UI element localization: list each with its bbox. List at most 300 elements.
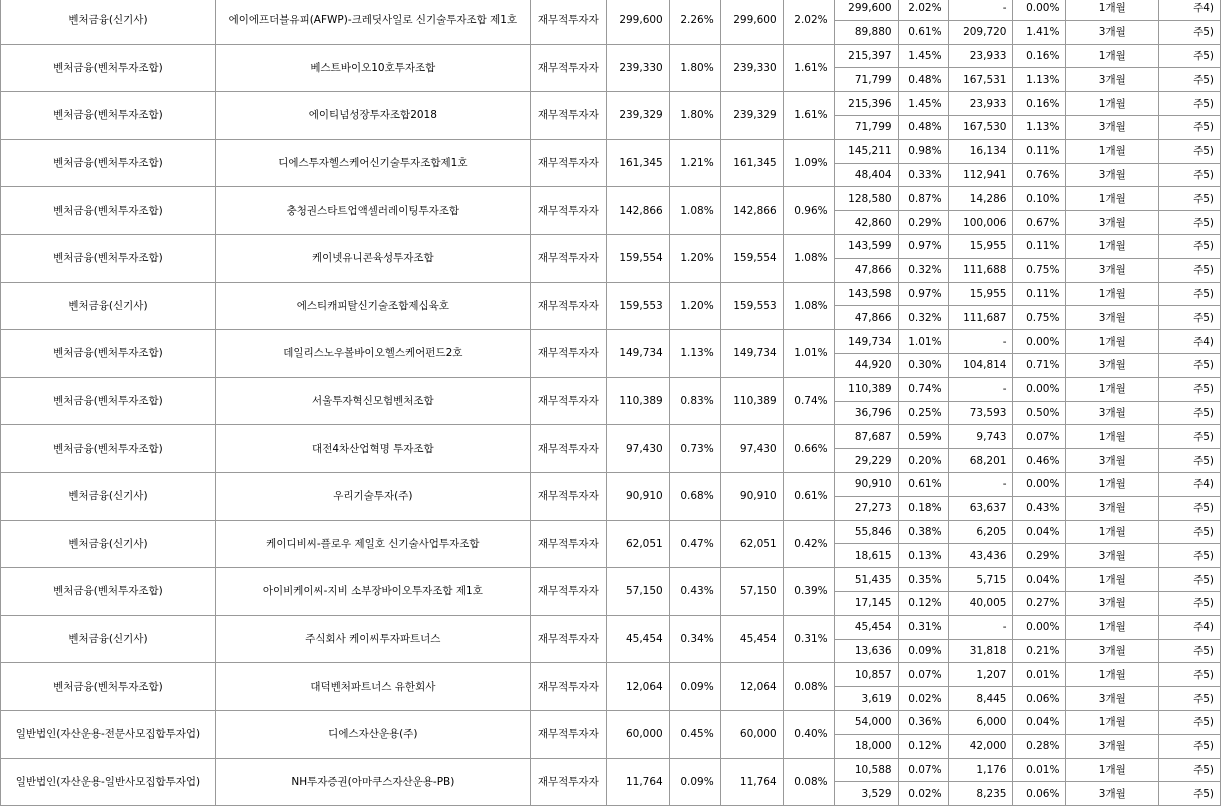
- shares-before-cell: 57,150: [606, 568, 669, 616]
- ratio-after-cell: 0.31%: [783, 615, 834, 663]
- extra-shares-cell: 167,531: [948, 68, 1013, 92]
- lockup-period-cell: 3개월: [1066, 639, 1159, 663]
- lockup-shares-cell: 71,799: [834, 115, 898, 139]
- investor-type-cell: 일반법인(자산운용-전문사모집합투자업): [1, 710, 216, 758]
- lockup-period-cell: 3개월: [1066, 68, 1159, 92]
- lockup-shares-cell: 143,599: [834, 234, 898, 258]
- lockup-shares-cell: 215,396: [834, 92, 898, 116]
- extra-ratio-cell: 0.67%: [1013, 211, 1066, 235]
- lockup-ratio-cell: 0.02%: [898, 687, 948, 711]
- shares-before-cell: 239,330: [606, 44, 669, 92]
- extra-ratio-cell: 0.04%: [1013, 520, 1066, 544]
- investor-type-cell: 벤처금융(벤처투자조합): [1, 92, 216, 140]
- shares-before-cell: 90,910: [606, 472, 669, 520]
- table-row: [1, 425, 1221, 449]
- lockup-shares-cell: 143,598: [834, 282, 898, 306]
- note-cell: 주5): [1159, 234, 1221, 258]
- table-row: [1, 0, 1221, 20]
- lockup-period-cell: 3개월: [1066, 211, 1159, 235]
- shares-after-cell: 159,554: [720, 234, 783, 282]
- investor-type-cell: 벤처금융(신기사): [1, 472, 216, 520]
- lockup-ratio-cell: 0.12%: [898, 591, 948, 615]
- ratio-after-cell: 1.61%: [783, 44, 834, 92]
- ratio-after-cell: 0.96%: [783, 187, 834, 235]
- ratio-after-cell: 0.08%: [783, 663, 834, 711]
- lockup-period-cell: 1개월: [1066, 615, 1159, 639]
- ratio-after-cell: 0.74%: [783, 377, 834, 425]
- investor-category-cell: 재무적투자자: [530, 472, 606, 520]
- ratio-after-cell: 0.66%: [783, 425, 834, 473]
- investor-category-cell: 재무적투자자: [530, 282, 606, 330]
- note-cell: 주5): [1159, 425, 1221, 449]
- investor-type-cell: 벤처금융(신기사): [1, 615, 216, 663]
- note-cell: 주4): [1159, 330, 1221, 354]
- investor-name-cell: 주식회사 케이씨투자파트너스: [215, 615, 530, 663]
- lockup-period-cell: 1개월: [1066, 0, 1159, 20]
- extra-ratio-cell: 0.50%: [1013, 401, 1066, 425]
- extra-shares-cell: 209,720: [948, 20, 1013, 44]
- extra-ratio-cell: 0.29%: [1013, 544, 1066, 568]
- shares-after-cell: 161,345: [720, 139, 783, 187]
- lockup-period-cell: 3개월: [1066, 306, 1159, 330]
- note-cell: 주5): [1159, 591, 1221, 615]
- table-row: [1, 758, 1221, 782]
- shares-before-cell: 299,600: [606, 0, 669, 44]
- table-row: [1, 615, 1221, 639]
- extra-ratio-cell: 0.71%: [1013, 353, 1066, 377]
- shares-before-cell: 110,389: [606, 377, 669, 425]
- extra-shares-cell: 100,006: [948, 211, 1013, 235]
- investor-type-cell: 벤처금융(벤처투자조합): [1, 663, 216, 711]
- investor-category-cell: 재무적투자자: [530, 520, 606, 568]
- lockup-shares-cell: 71,799: [834, 68, 898, 92]
- investor-type-cell: 벤처금융(벤처투자조합): [1, 425, 216, 473]
- extra-shares-cell: 73,593: [948, 401, 1013, 425]
- extra-shares-cell: 111,687: [948, 306, 1013, 330]
- lockup-shares-cell: 42,860: [834, 211, 898, 235]
- lockup-shares-cell: 36,796: [834, 401, 898, 425]
- shares-before-cell: 62,051: [606, 520, 669, 568]
- investor-type-cell: 벤처금융(신기사): [1, 520, 216, 568]
- investor-name-cell: 대덕벤처파트너스 유한회사: [215, 663, 530, 711]
- investor-name-cell: 데일리스노우볼바이오헬스케어펀드2호: [215, 330, 530, 378]
- extra-shares-cell: 63,637: [948, 496, 1013, 520]
- note-cell: 주5): [1159, 211, 1221, 235]
- investor-category-cell: 재무적투자자: [530, 0, 606, 44]
- investor-type-cell: 벤처금융(벤처투자조합): [1, 330, 216, 378]
- note-cell: 주5): [1159, 163, 1221, 187]
- lockup-ratio-cell: 0.59%: [898, 425, 948, 449]
- lockup-period-cell: 3개월: [1066, 734, 1159, 758]
- ratio-after-cell: 0.42%: [783, 520, 834, 568]
- table-row: [1, 139, 1221, 163]
- lockup-period-cell: 1개월: [1066, 568, 1159, 592]
- lockup-shares-cell: 44,920: [834, 353, 898, 377]
- extra-shares-cell: 16,134: [948, 139, 1013, 163]
- investor-type-cell: 벤처금융(신기사): [1, 0, 216, 44]
- lockup-shares-cell: 87,687: [834, 425, 898, 449]
- investor-category-cell: 재무적투자자: [530, 330, 606, 378]
- lockup-shares-cell: 128,580: [834, 187, 898, 211]
- ratio-before-cell: 1.20%: [669, 282, 720, 330]
- lockup-ratio-cell: 0.18%: [898, 496, 948, 520]
- lockup-ratio-cell: 0.48%: [898, 68, 948, 92]
- lockup-period-cell: 3개월: [1066, 544, 1159, 568]
- shares-after-cell: 62,051: [720, 520, 783, 568]
- lockup-ratio-cell: 1.45%: [898, 92, 948, 116]
- extra-ratio-cell: 0.11%: [1013, 282, 1066, 306]
- extra-ratio-cell: 0.16%: [1013, 92, 1066, 116]
- investor-name-cell: 우리기술투자(주): [215, 472, 530, 520]
- lockup-ratio-cell: 0.32%: [898, 306, 948, 330]
- shares-after-cell: 110,389: [720, 377, 783, 425]
- extra-shares-cell: 68,201: [948, 449, 1013, 473]
- investor-category-cell: 재무적투자자: [530, 234, 606, 282]
- extra-shares-cell: 15,955: [948, 282, 1013, 306]
- ratio-before-cell: 1.20%: [669, 234, 720, 282]
- lockup-ratio-cell: 0.74%: [898, 377, 948, 401]
- note-cell: 주4): [1159, 0, 1221, 20]
- extra-ratio-cell: 0.04%: [1013, 710, 1066, 734]
- shares-after-cell: 45,454: [720, 615, 783, 663]
- note-cell: 주5): [1159, 306, 1221, 330]
- shares-before-cell: 60,000: [606, 710, 669, 758]
- extra-ratio-cell: 0.21%: [1013, 639, 1066, 663]
- lockup-ratio-cell: 0.02%: [898, 782, 948, 806]
- shares-after-cell: 97,430: [720, 425, 783, 473]
- note-cell: 주5): [1159, 92, 1221, 116]
- investor-category-cell: 재무적투자자: [530, 663, 606, 711]
- shares-before-cell: 239,329: [606, 92, 669, 140]
- ratio-before-cell: 1.80%: [669, 44, 720, 92]
- ratio-after-cell: 1.09%: [783, 139, 834, 187]
- extra-shares-cell: 9,743: [948, 425, 1013, 449]
- extra-ratio-cell: 0.76%: [1013, 163, 1066, 187]
- lockup-ratio-cell: 1.45%: [898, 44, 948, 68]
- lockup-shares-cell: 149,734: [834, 330, 898, 354]
- extra-shares-cell: -: [948, 0, 1013, 20]
- lockup-period-cell: 1개월: [1066, 282, 1159, 306]
- table-row: [1, 568, 1221, 592]
- note-cell: 주5): [1159, 68, 1221, 92]
- lockup-ratio-cell: 0.97%: [898, 234, 948, 258]
- shares-after-cell: 159,553: [720, 282, 783, 330]
- ratio-before-cell: 0.34%: [669, 615, 720, 663]
- lockup-ratio-cell: 0.30%: [898, 353, 948, 377]
- lockup-ratio-cell: 0.20%: [898, 449, 948, 473]
- lockup-ratio-cell: 0.12%: [898, 734, 948, 758]
- lockup-ratio-cell: 0.07%: [898, 758, 948, 782]
- lockup-ratio-cell: 0.33%: [898, 163, 948, 187]
- lockup-ratio-cell: 0.31%: [898, 615, 948, 639]
- table-row: [1, 472, 1221, 496]
- shares-after-cell: 142,866: [720, 187, 783, 235]
- ratio-after-cell: 1.01%: [783, 330, 834, 378]
- investor-category-cell: 재무적투자자: [530, 615, 606, 663]
- note-cell: 주5): [1159, 20, 1221, 44]
- lockup-ratio-cell: 0.97%: [898, 282, 948, 306]
- extra-ratio-cell: 0.16%: [1013, 44, 1066, 68]
- lockup-ratio-cell: 0.87%: [898, 187, 948, 211]
- lockup-period-cell: 1개월: [1066, 758, 1159, 782]
- investor-name-cell: 에이티넘성장투자조합2018: [215, 92, 530, 140]
- ratio-after-cell: 0.61%: [783, 472, 834, 520]
- extra-shares-cell: 111,688: [948, 258, 1013, 282]
- note-cell: 주4): [1159, 472, 1221, 496]
- shares-before-cell: 11,764: [606, 758, 669, 806]
- extra-ratio-cell: 0.75%: [1013, 258, 1066, 282]
- extra-ratio-cell: 0.06%: [1013, 782, 1066, 806]
- lockup-shares-cell: 110,389: [834, 377, 898, 401]
- lockup-period-cell: 3개월: [1066, 449, 1159, 473]
- investor-name-cell: 케이디비씨-플로우 제일호 신기술사업투자조합: [215, 520, 530, 568]
- investor-category-cell: 재무적투자자: [530, 710, 606, 758]
- lockup-ratio-cell: 0.09%: [898, 639, 948, 663]
- investor-name-cell: 디에스자산운용(주): [215, 710, 530, 758]
- lockup-period-cell: 3개월: [1066, 496, 1159, 520]
- lockup-shares-cell: 3,619: [834, 687, 898, 711]
- extra-shares-cell: 5,715: [948, 568, 1013, 592]
- note-cell: 주5): [1159, 401, 1221, 425]
- extra-shares-cell: 42,000: [948, 734, 1013, 758]
- lockup-period-cell: 3개월: [1066, 163, 1159, 187]
- table-body: [1, 0, 1221, 806]
- table-row: [1, 282, 1221, 306]
- lockup-shares-cell: 90,910: [834, 472, 898, 496]
- note-cell: 주5): [1159, 187, 1221, 211]
- lockup-shares-cell: 27,273: [834, 496, 898, 520]
- note-cell: 주5): [1159, 663, 1221, 687]
- extra-shares-cell: 8,445: [948, 687, 1013, 711]
- extra-shares-cell: 1,207: [948, 663, 1013, 687]
- note-cell: 주5): [1159, 377, 1221, 401]
- lockup-ratio-cell: 0.07%: [898, 663, 948, 687]
- lockup-ratio-cell: 0.61%: [898, 20, 948, 44]
- investor-type-cell: 벤처금융(신기사): [1, 282, 216, 330]
- note-cell: 주5): [1159, 258, 1221, 282]
- shares-before-cell: 149,734: [606, 330, 669, 378]
- investor-category-cell: 재무적투자자: [530, 44, 606, 92]
- lockup-ratio-cell: 0.32%: [898, 258, 948, 282]
- investor-name-cell: 대전4차산업혁명 투자조합: [215, 425, 530, 473]
- lockup-shares-cell: 17,145: [834, 591, 898, 615]
- extra-shares-cell: 112,941: [948, 163, 1013, 187]
- note-cell: 주5): [1159, 496, 1221, 520]
- ratio-before-cell: 0.09%: [669, 758, 720, 806]
- investor-category-cell: 재무적투자자: [530, 425, 606, 473]
- extra-ratio-cell: 1.13%: [1013, 68, 1066, 92]
- shares-after-cell: 239,330: [720, 44, 783, 92]
- extra-shares-cell: 23,933: [948, 44, 1013, 68]
- lockup-period-cell: 1개월: [1066, 520, 1159, 544]
- lockup-shares-cell: 299,600: [834, 0, 898, 20]
- ratio-before-cell: 0.45%: [669, 710, 720, 758]
- table-row: [1, 520, 1221, 544]
- lockup-shares-cell: 48,404: [834, 163, 898, 187]
- lockup-period-cell: 3개월: [1066, 258, 1159, 282]
- extra-shares-cell: 23,933: [948, 92, 1013, 116]
- ratio-before-cell: 1.08%: [669, 187, 720, 235]
- investor-type-cell: 벤처금융(벤처투자조합): [1, 377, 216, 425]
- investor-type-cell: 벤처금융(벤처투자조합): [1, 44, 216, 92]
- note-cell: 주5): [1159, 758, 1221, 782]
- ratio-before-cell: 1.13%: [669, 330, 720, 378]
- table-row: [1, 377, 1221, 401]
- shares-after-cell: 12,064: [720, 663, 783, 711]
- lockup-period-cell: 1개월: [1066, 710, 1159, 734]
- shares-after-cell: 60,000: [720, 710, 783, 758]
- ratio-after-cell: 0.39%: [783, 568, 834, 616]
- lockup-ratio-cell: 0.25%: [898, 401, 948, 425]
- extra-ratio-cell: 0.00%: [1013, 330, 1066, 354]
- note-cell: 주5): [1159, 44, 1221, 68]
- extra-shares-cell: -: [948, 330, 1013, 354]
- investor-type-cell: 벤처금융(벤처투자조합): [1, 187, 216, 235]
- ratio-before-cell: 0.43%: [669, 568, 720, 616]
- lockup-period-cell: 1개월: [1066, 377, 1159, 401]
- investor-category-cell: 재무적투자자: [530, 568, 606, 616]
- extra-ratio-cell: 0.00%: [1013, 472, 1066, 496]
- extra-shares-cell: 6,000: [948, 710, 1013, 734]
- lockup-ratio-cell: 0.36%: [898, 710, 948, 734]
- investor-name-cell: 아이비케이씨-지비 소부장바이오투자조합 제1호: [215, 568, 530, 616]
- lockup-period-cell: 1개월: [1066, 234, 1159, 258]
- note-cell: 주5): [1159, 710, 1221, 734]
- extra-ratio-cell: 0.00%: [1013, 615, 1066, 639]
- note-cell: 주5): [1159, 139, 1221, 163]
- ratio-after-cell: 0.08%: [783, 758, 834, 806]
- investor-name-cell: 서울투자혁신모험벤처조합: [215, 377, 530, 425]
- note-cell: 주5): [1159, 115, 1221, 139]
- extra-shares-cell: 104,814: [948, 353, 1013, 377]
- extra-ratio-cell: 0.06%: [1013, 687, 1066, 711]
- lockup-shares-cell: 89,880: [834, 20, 898, 44]
- note-cell: 주5): [1159, 544, 1221, 568]
- lockup-period-cell: 3개월: [1066, 115, 1159, 139]
- extra-shares-cell: 167,530: [948, 115, 1013, 139]
- note-cell: 주5): [1159, 449, 1221, 473]
- extra-shares-cell: 1,176: [948, 758, 1013, 782]
- ratio-after-cell: 2.02%: [783, 0, 834, 44]
- table-row: [1, 710, 1221, 734]
- extra-ratio-cell: 0.43%: [1013, 496, 1066, 520]
- extra-ratio-cell: 0.10%: [1013, 187, 1066, 211]
- lockup-ratio-cell: 0.98%: [898, 139, 948, 163]
- extra-shares-cell: 15,955: [948, 234, 1013, 258]
- shares-before-cell: 159,553: [606, 282, 669, 330]
- ratio-before-cell: 0.68%: [669, 472, 720, 520]
- extra-ratio-cell: 0.00%: [1013, 0, 1066, 20]
- lockup-ratio-cell: 0.13%: [898, 544, 948, 568]
- note-cell: 주4): [1159, 615, 1221, 639]
- investor-type-cell: 벤처금융(벤처투자조합): [1, 139, 216, 187]
- lockup-shares-cell: 145,211: [834, 139, 898, 163]
- extra-ratio-cell: 0.04%: [1013, 568, 1066, 592]
- lockup-shares-cell: 45,454: [834, 615, 898, 639]
- lockup-shares-cell: 47,866: [834, 306, 898, 330]
- investor-name-cell: 에이에프더블유피(AFWP)-크레딧사일로 신기술투자조합 제1호: [215, 0, 530, 44]
- investor-name-cell: 베스트바이오10호투자조합: [215, 44, 530, 92]
- table-row: [1, 44, 1221, 68]
- investor-category-cell: 재무적투자자: [530, 377, 606, 425]
- lockup-period-cell: 1개월: [1066, 663, 1159, 687]
- ratio-after-cell: 1.61%: [783, 92, 834, 140]
- extra-ratio-cell: 0.46%: [1013, 449, 1066, 473]
- extra-shares-cell: 43,436: [948, 544, 1013, 568]
- lockup-ratio-cell: 0.61%: [898, 472, 948, 496]
- shares-after-cell: 299,600: [720, 0, 783, 44]
- lockup-ratio-cell: 0.38%: [898, 520, 948, 544]
- extra-ratio-cell: 0.11%: [1013, 139, 1066, 163]
- investor-category-cell: 재무적투자자: [530, 758, 606, 806]
- shares-after-cell: 149,734: [720, 330, 783, 378]
- lockup-period-cell: 1개월: [1066, 425, 1159, 449]
- lockup-shares-cell: 10,857: [834, 663, 898, 687]
- lockup-ratio-cell: 2.02%: [898, 0, 948, 20]
- lockup-period-cell: 3개월: [1066, 687, 1159, 711]
- lockup-period-cell: 1개월: [1066, 92, 1159, 116]
- lockup-shares-cell: 18,615: [834, 544, 898, 568]
- lockup-period-cell: 1개월: [1066, 139, 1159, 163]
- ratio-before-cell: 1.21%: [669, 139, 720, 187]
- shares-before-cell: 97,430: [606, 425, 669, 473]
- lockup-period-cell: 1개월: [1066, 472, 1159, 496]
- ratio-after-cell: 0.40%: [783, 710, 834, 758]
- investor-name-cell: 케이넷유니콘육성투자조합: [215, 234, 530, 282]
- ratio-before-cell: 0.83%: [669, 377, 720, 425]
- lockup-period-cell: 3개월: [1066, 401, 1159, 425]
- lockup-ratio-cell: 0.29%: [898, 211, 948, 235]
- extra-shares-cell: 31,818: [948, 639, 1013, 663]
- ratio-after-cell: 1.08%: [783, 234, 834, 282]
- lockup-ratio-cell: 0.35%: [898, 568, 948, 592]
- note-cell: 주5): [1159, 782, 1221, 806]
- shares-before-cell: 45,454: [606, 615, 669, 663]
- extra-ratio-cell: 0.75%: [1013, 306, 1066, 330]
- shares-after-cell: 11,764: [720, 758, 783, 806]
- ratio-before-cell: 0.73%: [669, 425, 720, 473]
- extra-ratio-cell: 0.28%: [1013, 734, 1066, 758]
- ratio-before-cell: 1.80%: [669, 92, 720, 140]
- extra-ratio-cell: 0.01%: [1013, 758, 1066, 782]
- table-row: [1, 187, 1221, 211]
- table-row: [1, 234, 1221, 258]
- shares-after-cell: 239,329: [720, 92, 783, 140]
- extra-shares-cell: 8,235: [948, 782, 1013, 806]
- lockup-period-cell: 1개월: [1066, 330, 1159, 354]
- table-row: [1, 663, 1221, 687]
- table-row: [1, 92, 1221, 116]
- lockup-period-cell: 3개월: [1066, 591, 1159, 615]
- shares-before-cell: 142,866: [606, 187, 669, 235]
- ratio-after-cell: 1.08%: [783, 282, 834, 330]
- note-cell: 주5): [1159, 282, 1221, 306]
- lockup-ratio-cell: 1.01%: [898, 330, 948, 354]
- lockup-period-cell: 3개월: [1066, 20, 1159, 44]
- investor-name-cell: 디에스투자헬스케어신기술투자조합제1호: [215, 139, 530, 187]
- lockup-shares-cell: 10,588: [834, 758, 898, 782]
- lockup-shares-cell: 18,000: [834, 734, 898, 758]
- note-cell: 주5): [1159, 639, 1221, 663]
- lockup-shares-cell: 51,435: [834, 568, 898, 592]
- investor-name-cell: 에스티캐피탈신기술조합제십육호: [215, 282, 530, 330]
- note-cell: 주5): [1159, 734, 1221, 758]
- investor-category-cell: 재무적투자자: [530, 139, 606, 187]
- extra-ratio-cell: 1.13%: [1013, 115, 1066, 139]
- lockup-shares-cell: 54,000: [834, 710, 898, 734]
- shares-before-cell: 159,554: [606, 234, 669, 282]
- note-cell: 주5): [1159, 568, 1221, 592]
